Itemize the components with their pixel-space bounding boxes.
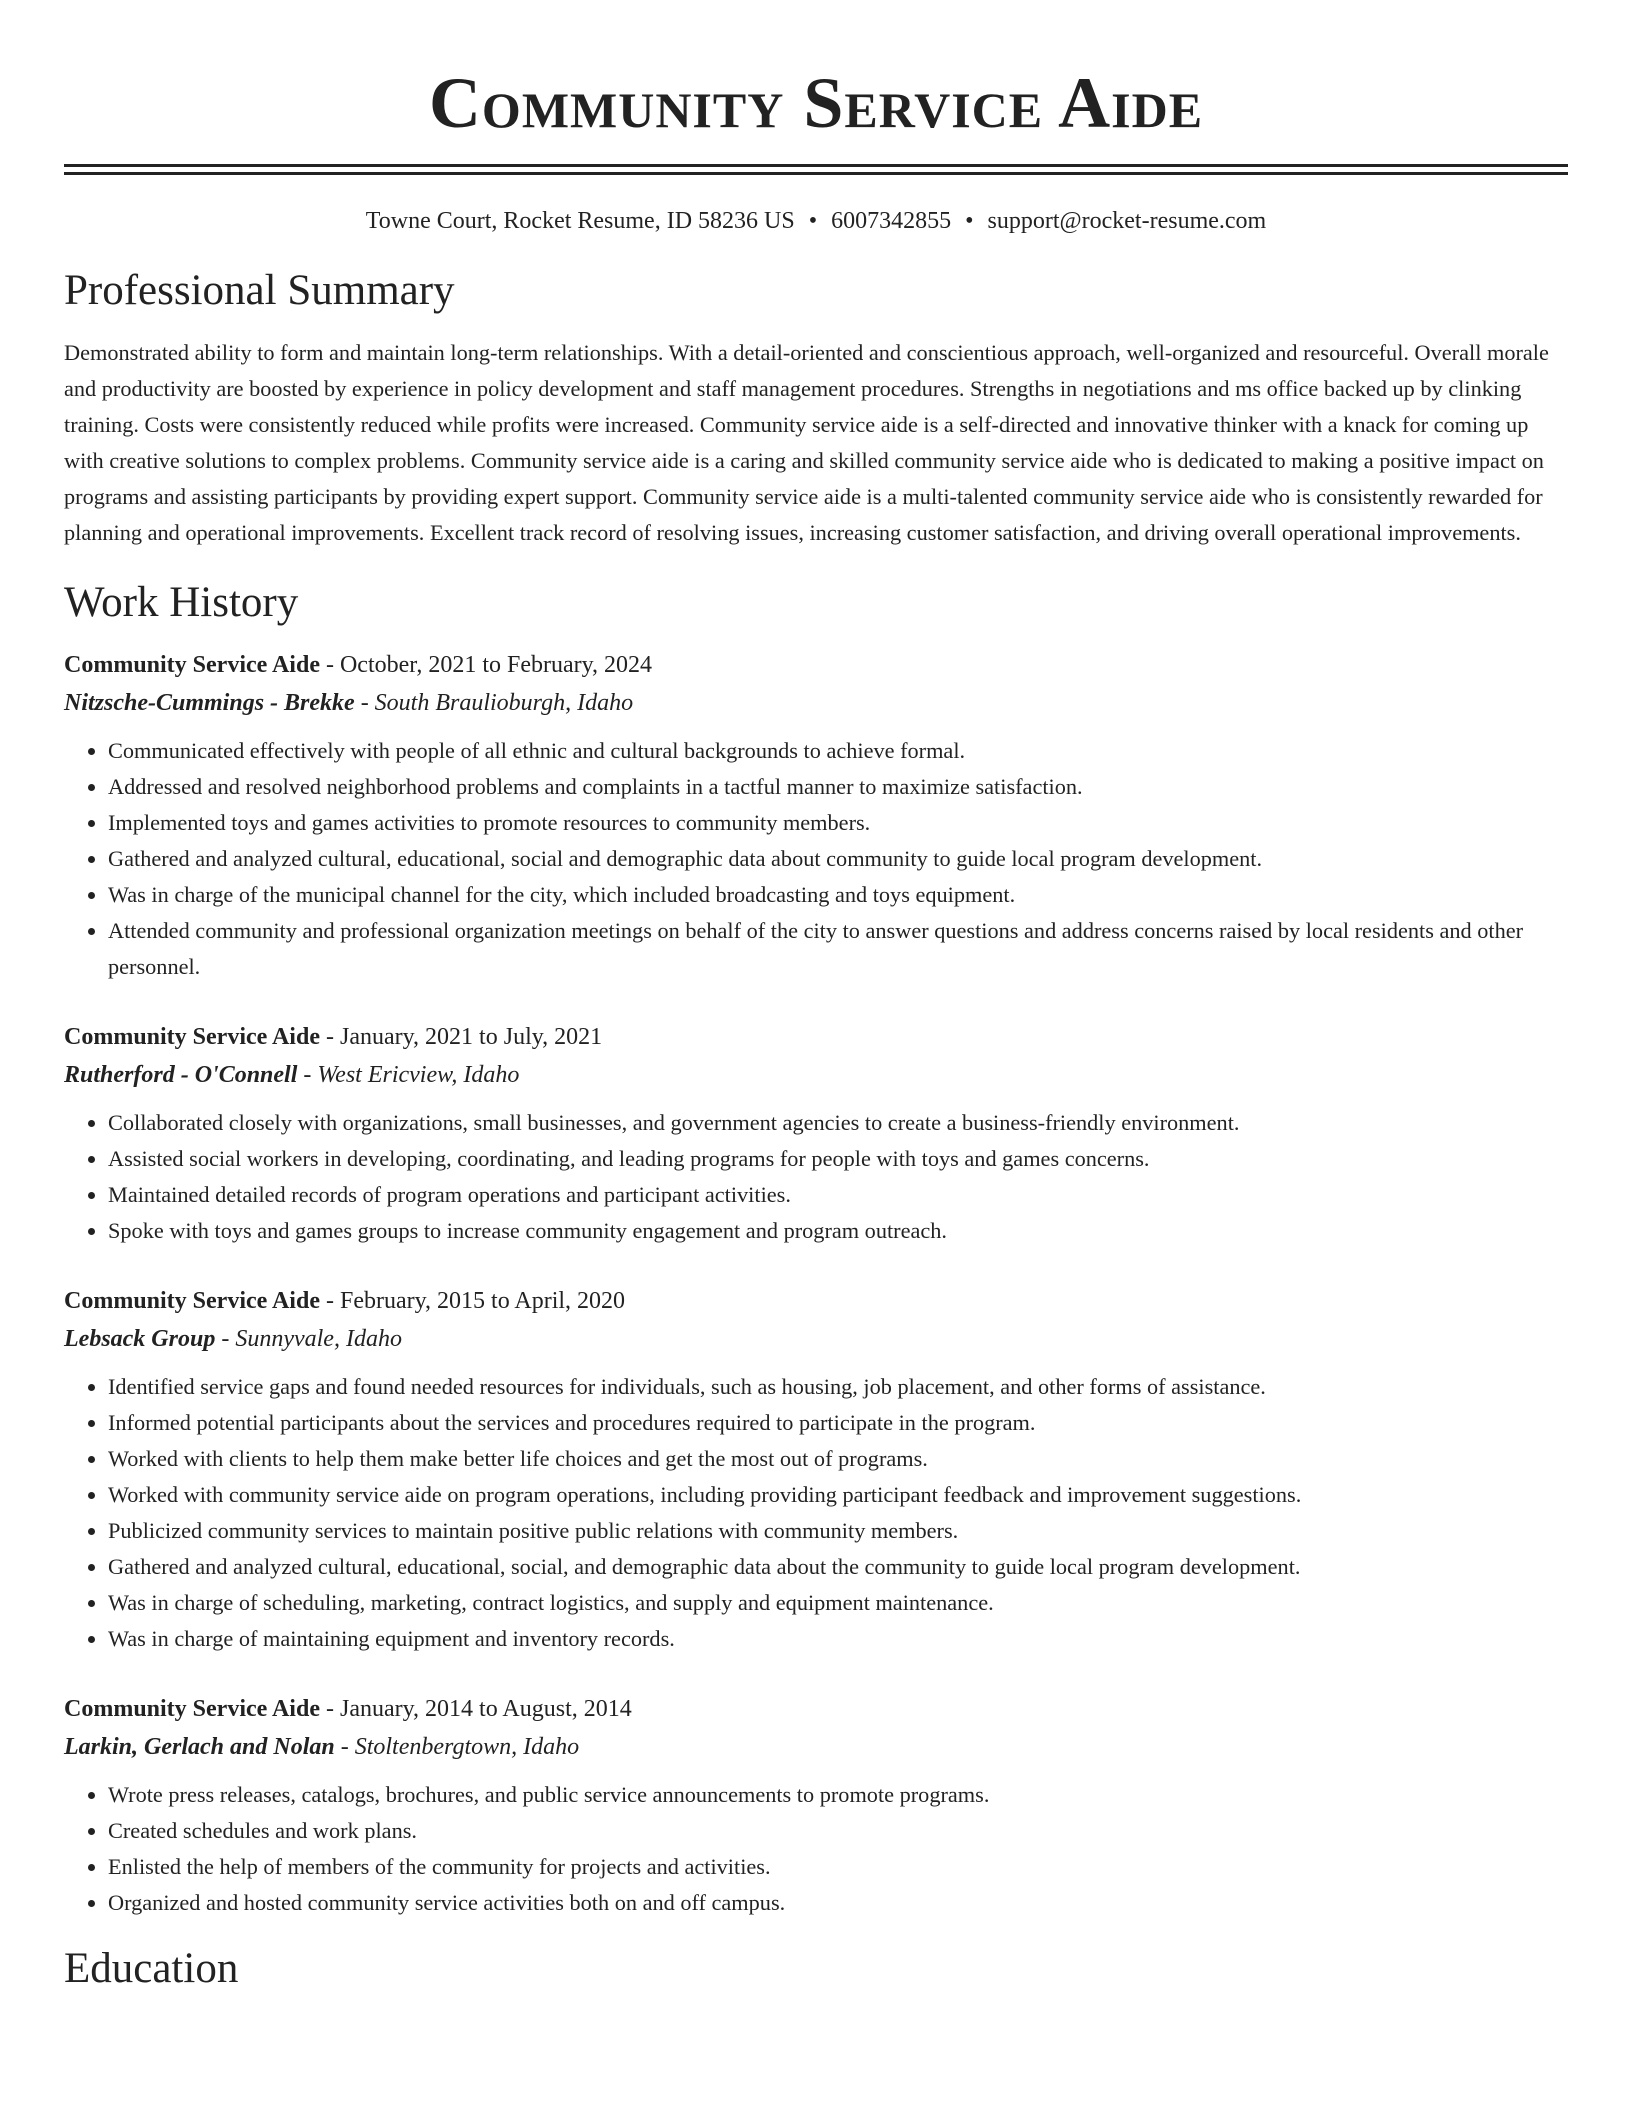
job-duty-item: • Created schedules and work plans. bbox=[108, 1813, 1568, 1849]
section-heading-education: Education bbox=[64, 1945, 239, 1992]
job-entry bbox=[64, 1691, 1568, 1921]
job-duty-item: • Assisted social workers in developing, coordinating, and leading programs for people with toys and games concerns. bbox=[108, 1141, 1568, 1177]
job-entry bbox=[64, 647, 1568, 985]
job-role: Community Service Aide bbox=[64, 652, 320, 678]
job-dates: - October, 2021 to February, 2024 bbox=[319, 652, 653, 678]
job-dates: - January, 2021 to July, 2021 bbox=[319, 1024, 603, 1050]
section-heading-work-history: Work History bbox=[64, 579, 299, 626]
job-duty-item: • Was in charge of maintaining equipment and inventory records. bbox=[108, 1621, 1568, 1657]
resume-page bbox=[64, 0, 1568, 1995]
job-duty-item: • Addressed and resolved neighborhood problems and complaints in a tactful manner to maximize satisfaction. bbox=[108, 769, 1568, 805]
contact-separator: • bbox=[965, 208, 974, 234]
job-duty-item: • Wrote press releases, catalogs, brochures, and public service announcements to promote programs. bbox=[108, 1777, 1568, 1813]
job-duty-item: • Gathered and analyzed cultural, educational, social and demographic data about community to guide local program development. bbox=[108, 841, 1568, 877]
job-dates: - February, 2015 to April, 2020 bbox=[319, 1288, 626, 1314]
job-duties-list bbox=[64, 1369, 1568, 1657]
candidate-name: Community Service Aide bbox=[428, 63, 1204, 143]
summary-text: Demonstrated ability to form and maintain long-term relationships. With a detail-oriented and conscientious approach, well-organized and resourceful. Overall morale and productivity are boosted by experience in policy development and staff management procedures. Strengths in negotiations and ms office backed up by clinking training. Costs were consistently reduced while profits were increased. Community service aide is a self-directed and innovative thinker with a knack for coming up with creative solutions to complex problems. Community service aide is a caring and skilled community service aide who is dedicated to making a positive impact on programs and assisting participants by providing expert support. Community service aide is a multi-talented community service aide who is consistently rewarded for planning and operational improvements. Excellent track record of resolving issues, increasing customer satisfaction, and driving overall operational improvements. bbox=[64, 340, 1549, 545]
job-company-line bbox=[64, 1727, 1568, 1767]
job-company-line bbox=[64, 1319, 1568, 1359]
contact-phone: 6007342855 bbox=[831, 208, 952, 234]
job-location: - Sunnyvale, Idaho bbox=[215, 1326, 402, 1352]
job-dates: - January, 2014 to August, 2014 bbox=[319, 1696, 632, 1722]
job-location: - West Ericview, Idaho bbox=[297, 1062, 520, 1088]
job-company: Larkin, Gerlach and Nolan bbox=[64, 1734, 335, 1760]
job-company: Lebsack Group bbox=[64, 1326, 216, 1352]
job-role: Community Service Aide bbox=[64, 1024, 320, 1050]
job-duty-item: • Collaborated closely with organizations, small businesses, and government agencies to create a business-friendly environment. bbox=[108, 1105, 1568, 1141]
job-title-line bbox=[64, 1283, 1568, 1319]
job-duties-list bbox=[64, 1105, 1568, 1249]
job-company: Rutherford - O'Connell bbox=[64, 1062, 298, 1088]
job-title-line bbox=[64, 1019, 1568, 1055]
work-history-list bbox=[64, 647, 1568, 1921]
job-entry bbox=[64, 1283, 1568, 1657]
contact-line bbox=[64, 205, 1568, 237]
job-duty-item: • Was in charge of scheduling, marketing, contract logistics, and supply and equipment maintenance. bbox=[108, 1585, 1568, 1621]
job-duty-item: • Spoke with toys and games groups to increase community engagement and program outreach. bbox=[108, 1213, 1568, 1249]
job-duty-item: • Was in charge of the municipal channel for the city, which included broadcasting and toys equipment. bbox=[108, 877, 1568, 913]
job-title-line bbox=[64, 1691, 1568, 1727]
job-duty-item: • Gathered and analyzed cultural, educational, social, and demographic data about the community to guide local program development. bbox=[108, 1549, 1568, 1585]
job-entry bbox=[64, 1019, 1568, 1249]
job-duty-item: • Communicated effectively with people of all ethnic and cultural backgrounds to achieve formal. bbox=[108, 733, 1568, 769]
job-duty-item: • Maintained detailed records of program operations and participant activities. bbox=[108, 1177, 1568, 1213]
job-title-line bbox=[64, 647, 1568, 683]
section-heading-summary: Professional Summary bbox=[64, 267, 455, 314]
job-duties-list bbox=[64, 733, 1568, 985]
job-location: - Stoltenbergtown, Idaho bbox=[334, 1734, 580, 1760]
job-duty-item: • Organized and hosted community service activities both on and off campus. bbox=[108, 1885, 1568, 1921]
job-duty-item: • Enlisted the help of members of the community for projects and activities. bbox=[108, 1849, 1568, 1885]
job-company-line bbox=[64, 683, 1568, 723]
job-company-line bbox=[64, 1055, 1568, 1095]
job-duty-item: • Worked with clients to help them make better life choices and get the most out of programs. bbox=[108, 1441, 1568, 1477]
job-duty-item: • Identified service gaps and found needed resources for individuals, such as housing, job placement, and other forms of assistance. bbox=[108, 1369, 1568, 1405]
contact-address: Towne Court, Rocket Resume, ID 58236 US bbox=[365, 208, 795, 234]
job-duty-item: • Informed potential participants about the services and procedures required to participate in the program. bbox=[108, 1405, 1568, 1441]
job-duties-list bbox=[64, 1777, 1568, 1921]
job-duty-item: • Publicized community services to maintain positive public relations with community members. bbox=[108, 1513, 1568, 1549]
job-company: Nitzsche-Cummings - Brekke bbox=[64, 690, 355, 716]
job-duty-item: • Worked with community service aide on program operations, including providing participant feedback and improvement suggestions. bbox=[108, 1477, 1568, 1513]
job-duty-item: • Implemented toys and games activities to promote resources to community members. bbox=[108, 805, 1568, 841]
contact-separator: • bbox=[808, 208, 818, 234]
header-double-rule bbox=[64, 164, 1568, 175]
job-location: - South Braulioburgh, Idaho bbox=[354, 690, 634, 716]
job-role: Community Service Aide bbox=[64, 1288, 320, 1314]
job-duty-item: • Attended community and professional organization meetings on behalf of the city to answer questions and address concerns raised by local residents and other personnel. bbox=[108, 913, 1568, 985]
job-role: Community Service Aide bbox=[64, 1696, 320, 1722]
contact-email: support@rocket-resume.com bbox=[987, 208, 1267, 234]
